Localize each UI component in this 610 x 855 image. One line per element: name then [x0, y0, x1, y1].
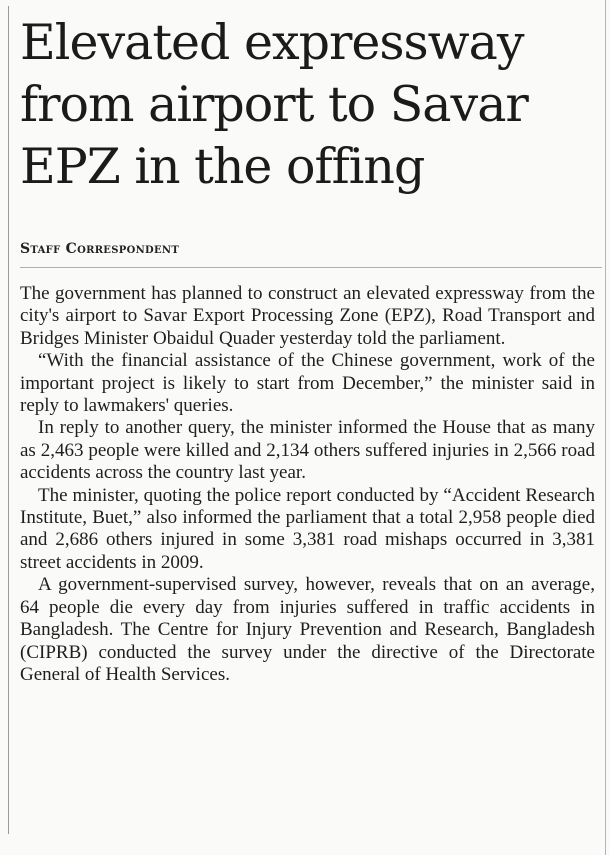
article-paragraph: In reply to another query, the minister informed the House that as many as 2,463 people were killed and 2,134 others suffered injuries in 2,566 road accidents across the country last year. — [20, 417, 595, 484]
column-rule-right — [605, 0, 606, 855]
headline-line: Elevated expressway — [20, 14, 524, 71]
article-body — [20, 283, 595, 686]
article-paragraph: “With the financial assistance of the Chinese government, work of the important project is likely to start from December,” the minister said in reply to lawmakers' queries. — [20, 350, 595, 417]
byline: Staff Correspondent — [20, 241, 180, 257]
article-paragraph: The government has planned to construct an elevated expressway from the city's airport to Savar Export Processing Zone (EPZ), Road Transport and Bridges Minister Obaidul Quader yesterday told the parliament. — [20, 283, 595, 349]
byline-divider — [20, 267, 602, 268]
column-rule-left — [8, 6, 9, 834]
article-paragraph: The minister, quoting the police report conducted by “Accident Research Institute, Buet,” also informed the parliament that a total 2,958 people died and 2,686 others injured in some 3,381 road mishaps occurred in 3,381 street accidents in 2009. — [20, 484, 595, 573]
headline-line: from airport to Savar — [20, 76, 528, 133]
headline — [20, 12, 605, 198]
article-paragraph: A government-supervised survey, however, reveals that on an average, 64 people die every day from injuries suffered in traffic accidents in Bangladesh. The Centre for Injury Prevention and Research, Bangladesh (CIPRB) conducted the survey under the directive of the Directorate General of Health Services. — [20, 574, 595, 685]
headline-line: EPZ in the offing — [20, 138, 425, 195]
